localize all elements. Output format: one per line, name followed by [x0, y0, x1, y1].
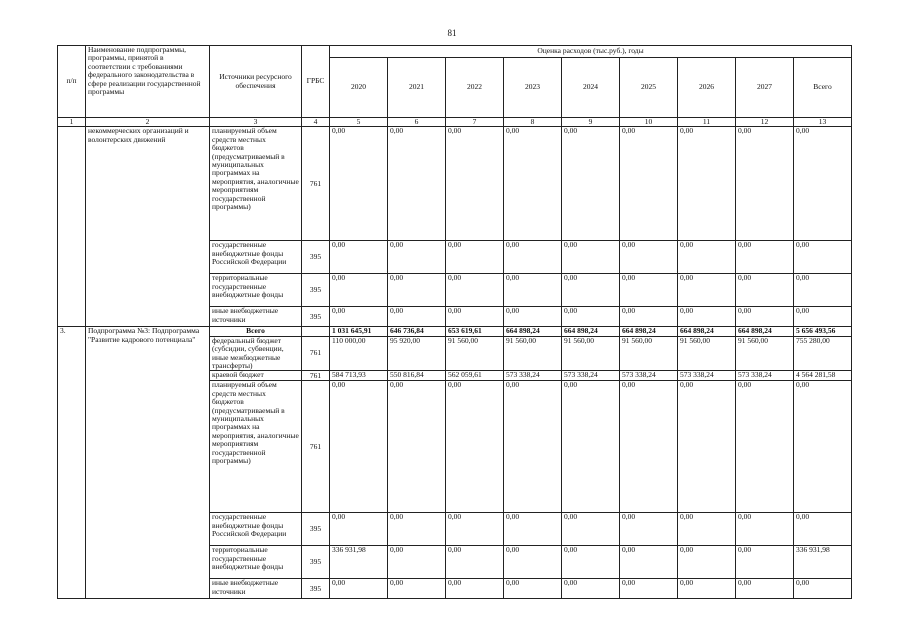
amount-cell: 95 920,00	[388, 336, 446, 371]
amount-cell: 0,00	[446, 546, 504, 579]
header-name: Наименование подпрограммы, программы, принятой в соответствии с требованиями федерального законодательства в сфере реализации государственной программы	[86, 46, 210, 118]
amount-cell: 0,00	[446, 127, 504, 241]
column-index: 4	[302, 118, 330, 127]
amount-cell: 336 931,98	[794, 546, 852, 579]
amount-cell: 91 560,00	[504, 336, 562, 371]
amount-cell: 91 560,00	[678, 336, 736, 371]
amount-cell: 0,00	[620, 546, 678, 579]
amount-cell: 5 656 493,56	[794, 327, 852, 336]
amount-cell: 1 031 645,91	[330, 327, 388, 336]
amount-cell: 664 898,24	[504, 327, 562, 336]
amount-cell: 0,00	[504, 274, 562, 307]
funding-source: иные внебюджетные источники	[210, 579, 302, 599]
column-index: 6	[388, 118, 446, 127]
amount-cell: 0,00	[504, 241, 562, 274]
amount-cell: 0,00	[620, 274, 678, 307]
amount-cell: 0,00	[330, 513, 388, 546]
amount-cell: 573 338,24	[504, 371, 562, 381]
header-year: 2023	[504, 58, 562, 118]
column-index: 10	[620, 118, 678, 127]
budget-table	[57, 45, 852, 599]
amount-cell: 0,00	[504, 307, 562, 327]
funding-source: Всего	[210, 327, 302, 336]
amount-cell: 0,00	[388, 546, 446, 579]
amount-cell: 0,00	[562, 127, 620, 241]
amount-cell: 0,00	[678, 579, 736, 599]
amount-cell: 91 560,00	[620, 336, 678, 371]
amount-cell: 0,00	[678, 546, 736, 579]
amount-cell: 0,00	[736, 546, 794, 579]
column-index: 2	[86, 118, 210, 127]
amount-cell: 0,00	[504, 513, 562, 546]
amount-cell: 562 059,61	[446, 371, 504, 381]
header-year: 2022	[446, 58, 504, 118]
amount-cell: 0,00	[620, 307, 678, 327]
amount-cell: 0,00	[330, 127, 388, 241]
column-index: 13	[794, 118, 852, 127]
amount-cell: 664 898,24	[678, 327, 736, 336]
amount-cell: 0,00	[736, 579, 794, 599]
program-name: некоммерческих организаций и волонтерских движений	[86, 127, 210, 327]
header-year: 2024	[562, 58, 620, 118]
funding-source: территориальные государственные внебюджетные фонды	[210, 546, 302, 579]
amount-cell: 0,00	[504, 579, 562, 599]
funding-source: планируемый объем средств местных бюджетов (предусматриваемый в муниципальных программах на мероприятия, аналогичные мероприятиям государственной программы)	[210, 381, 302, 513]
grbs-code: 395	[302, 241, 330, 274]
funding-source: иные внебюджетные источники	[210, 307, 302, 327]
funding-source: краевой бюджет	[210, 371, 302, 381]
amount-cell: 0,00	[388, 381, 446, 513]
amount-cell: 0,00	[794, 127, 852, 241]
amount-cell: 0,00	[388, 307, 446, 327]
amount-cell: 0,00	[736, 274, 794, 307]
amount-cell: 336 931,98	[330, 546, 388, 579]
header-year: Всего	[794, 58, 852, 118]
grbs-code: 761	[302, 127, 330, 241]
amount-cell: 0,00	[330, 579, 388, 599]
amount-cell: 0,00	[330, 307, 388, 327]
amount-cell: 0,00	[388, 513, 446, 546]
amount-cell: 0,00	[620, 381, 678, 513]
amount-cell: 0,00	[794, 241, 852, 274]
amount-cell: 0,00	[388, 241, 446, 274]
funding-source: федеральный бюджет (субсидии, субвенции, иные межбюджетные трансферты)	[210, 336, 302, 371]
column-index: 11	[678, 118, 736, 127]
amount-cell: 0,00	[620, 241, 678, 274]
header-source: Источники ресурсного обеспечения	[210, 46, 302, 118]
amount-cell: 0,00	[562, 513, 620, 546]
amount-cell: 0,00	[446, 381, 504, 513]
grbs-code: 761	[302, 336, 330, 371]
grbs-code: 395	[302, 546, 330, 579]
amount-cell: 664 898,24	[620, 327, 678, 336]
amount-cell: 550 816,84	[388, 371, 446, 381]
amount-cell: 0,00	[388, 274, 446, 307]
column-index: 5	[330, 118, 388, 127]
header-year: 2021	[388, 58, 446, 118]
amount-cell: 0,00	[678, 274, 736, 307]
amount-cell: 0,00	[330, 274, 388, 307]
amount-cell: 0,00	[504, 546, 562, 579]
grbs-code: 761	[302, 371, 330, 381]
amount-cell: 0,00	[446, 274, 504, 307]
column-index: 7	[446, 118, 504, 127]
row-number: 3.	[58, 327, 86, 599]
amount-cell: 0,00	[678, 381, 736, 513]
amount-cell: 0,00	[678, 307, 736, 327]
column-index: 12	[736, 118, 794, 127]
amount-cell: 0,00	[388, 579, 446, 599]
grbs-code: 395	[302, 307, 330, 327]
amount-cell: 0,00	[736, 127, 794, 241]
amount-cell: 0,00	[620, 513, 678, 546]
column-index: 3	[210, 118, 302, 127]
amount-cell: 584 713,93	[330, 371, 388, 381]
amount-cell: 0,00	[562, 546, 620, 579]
amount-cell: 0,00	[678, 241, 736, 274]
amount-cell: 0,00	[620, 579, 678, 599]
amount-cell: 110 000,00	[330, 336, 388, 371]
amount-cell: 0,00	[562, 241, 620, 274]
funding-source: территориальные государственные внебюджетные фонды	[210, 274, 302, 307]
page-number: 81	[447, 28, 457, 38]
amount-cell: 91 560,00	[562, 336, 620, 371]
amount-cell: 0,00	[562, 307, 620, 327]
amount-cell: 0,00	[794, 513, 852, 546]
header-estimate: Оценка расходов (тыс.руб.), годы	[330, 46, 852, 58]
grbs-code: 761	[302, 381, 330, 513]
amount-cell: 646 736,84	[388, 327, 446, 336]
amount-cell: 0,00	[794, 307, 852, 327]
amount-cell: 0,00	[736, 381, 794, 513]
amount-cell: 0,00	[446, 307, 504, 327]
amount-cell: 0,00	[562, 274, 620, 307]
amount-cell: 573 338,24	[620, 371, 678, 381]
amount-cell: 664 898,24	[736, 327, 794, 336]
amount-cell: 573 338,24	[736, 371, 794, 381]
amount-cell: 0,00	[330, 381, 388, 513]
amount-cell: 0,00	[446, 241, 504, 274]
header-grbs: ГРБС	[302, 46, 330, 118]
amount-cell: 0,00	[446, 579, 504, 599]
program-name: Подпрограмма №3: Подпрограмма "Развитие кадрового потенциала"	[86, 327, 210, 599]
grbs-code: 395	[302, 274, 330, 307]
amount-cell: 0,00	[678, 127, 736, 241]
funding-source: планируемый объем средств местных бюджетов (предусматриваемый в муниципальных программах на мероприятия, аналогичные мероприятиям государственной программы)	[210, 127, 302, 241]
amount-cell: 0,00	[794, 381, 852, 513]
header-year: 2026	[678, 58, 736, 118]
grbs-code: 395	[302, 513, 330, 546]
amount-cell: 0,00	[504, 127, 562, 241]
amount-cell: 0,00	[504, 381, 562, 513]
amount-cell: 0,00	[736, 307, 794, 327]
column-index: 8	[504, 118, 562, 127]
column-index: 1	[58, 118, 86, 127]
amount-cell: 0,00	[794, 274, 852, 307]
column-index: 9	[562, 118, 620, 127]
amount-cell: 0,00	[446, 513, 504, 546]
amount-cell: 0,00	[736, 513, 794, 546]
amount-cell: 0,00	[562, 579, 620, 599]
row-number	[58, 127, 86, 327]
amount-cell: 4 564 281,58	[794, 371, 852, 381]
amount-cell: 0,00	[794, 579, 852, 599]
amount-cell: 0,00	[736, 241, 794, 274]
amount-cell: 0,00	[678, 513, 736, 546]
grbs-code: 395	[302, 579, 330, 599]
amount-cell: 664 898,24	[562, 327, 620, 336]
amount-cell: 573 338,24	[678, 371, 736, 381]
header-year: 2020	[330, 58, 388, 118]
amount-cell: 0,00	[330, 241, 388, 274]
amount-cell: 653 619,61	[446, 327, 504, 336]
header-num: п/п	[58, 46, 86, 118]
header-year: 2027	[736, 58, 794, 118]
grbs-code	[302, 327, 330, 336]
amount-cell: 755 280,00	[794, 336, 852, 371]
funding-source: государственные внебюджетные фонды Российской Федерации	[210, 513, 302, 546]
amount-cell: 91 560,00	[446, 336, 504, 371]
header-year: 2025	[620, 58, 678, 118]
amount-cell: 573 338,24	[562, 371, 620, 381]
amount-cell: 0,00	[388, 127, 446, 241]
funding-source: государственные внебюджетные фонды Российской Федерации	[210, 241, 302, 274]
amount-cell: 0,00	[562, 381, 620, 513]
amount-cell: 91 560,00	[736, 336, 794, 371]
amount-cell: 0,00	[620, 127, 678, 241]
